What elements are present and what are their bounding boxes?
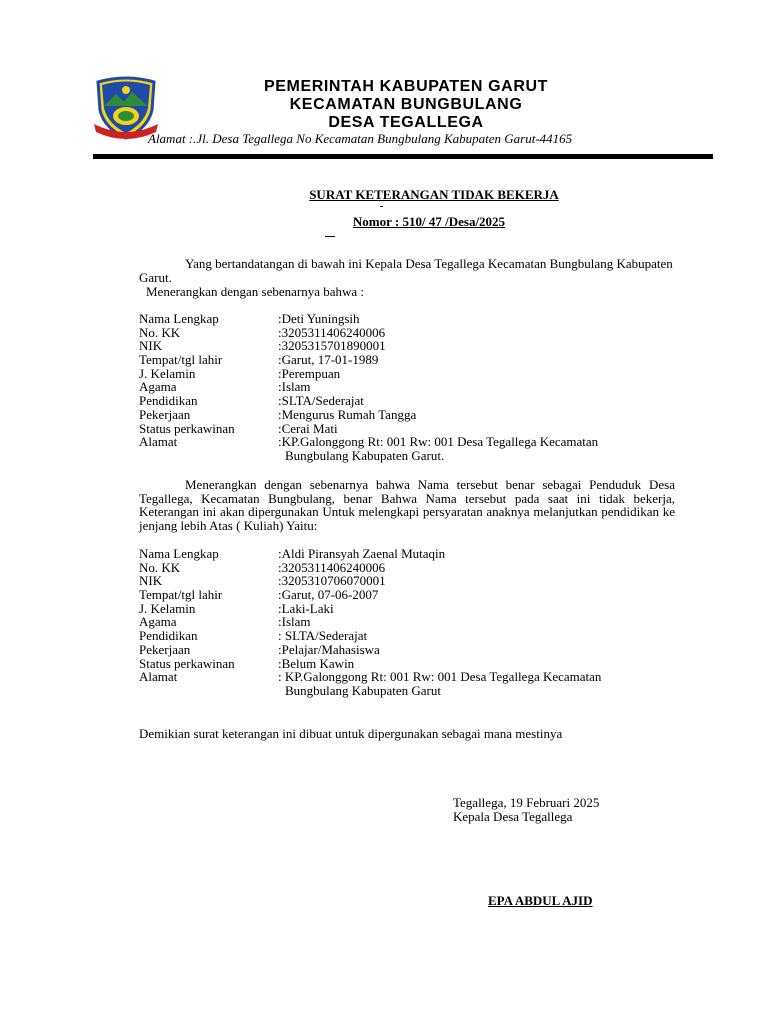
letterhead-line-3: DESA TEGALLEGA	[328, 114, 484, 131]
detail-label: Tempat/tgl lahir	[139, 352, 223, 368]
detail-value: :Aldi Piransyah Zaenal Mutaqin	[278, 546, 446, 561]
intro-statement: Menerangkan dengan sebenarnya bahwa :	[146, 284, 365, 299]
stray-underline	[325, 236, 335, 237]
detail-value: : SLTA/Sederajat	[278, 628, 368, 644]
detail-label: Alamat	[139, 434, 178, 450]
body-paragraph: Menerangkan dengan sebenarnya bahwa Nama tersebut benar sebagai Penduduk Desa Tegallega, Kecamatan Bungbulang, benar Bahwa Nama tersebut pada saat ini tidak bekerja, Keterangan ini akan dipergunakan Untuk melengkapi persyaratan anaknya melanjutkan pendidikan ke jenjang lebih Atas ( Kuliah) Yaitu:	[139, 477, 675, 534]
signatory-name: EPA ABDUL AJID	[488, 893, 593, 908]
detail-value: :SLTA/Sederajat	[278, 393, 364, 409]
detail-value-continued: Bungbulang Kabupaten Garut	[285, 682, 441, 698]
detail-label: J. Kelamin	[139, 365, 196, 381]
letterhead-line-1: PEMERINTAH KABUPATEN GARUT	[263, 78, 549, 95]
detail-value: :Perempuan	[278, 365, 341, 381]
detail-label: Agama	[139, 614, 177, 630]
detail-label: Pekerjaan	[139, 406, 191, 422]
letterhead-line-2: KECAMATAN BUNGBULANG	[289, 96, 523, 113]
detail-label: Alamat	[139, 669, 178, 685]
detail-value: :Garut, 17-01-1989	[278, 352, 379, 368]
intro-paragraph: Yang bertandatangan di bawah ini Kepala Desa Tegallega Kecamatan Bungbulang Kabupaten Garut.	[139, 256, 673, 285]
detail-label: Nama Lengkap	[139, 546, 219, 561]
detail-label: Tempat/tgl lahir	[139, 587, 223, 603]
detail-value: :3205315701890001	[278, 338, 386, 354]
detail-value: :Garut, 07-06-2007	[278, 587, 379, 603]
detail-label: J. Kelamin	[139, 600, 196, 616]
signature-place-date: Tegallega, 19 Februari 2025	[453, 795, 600, 810]
detail-value: :3205311406240006	[278, 324, 386, 340]
detail-value-continued: Bungbulang Kabupaten Garut.	[285, 447, 445, 463]
detail-label: Pendidikan	[139, 393, 198, 409]
detail-label: Status perkawinan	[139, 655, 235, 671]
detail-value: :Mengurus Rumah Tangga	[278, 406, 417, 422]
detail-value: :Pelajar/Mahasiswa	[278, 641, 380, 657]
letter-title: SURAT KETERANGAN TIDAK BEKERJA	[309, 187, 559, 202]
detail-value: :Deti Yuningsih	[278, 311, 360, 326]
detail-value: :3205310706070001	[278, 573, 386, 589]
signature-position: Kepala Desa Tegallega	[453, 809, 573, 824]
detail-value: :Islam	[278, 614, 311, 630]
detail-label: NIK	[139, 338, 163, 354]
letterhead-title	[170, 78, 642, 132]
letterhead-divider	[93, 154, 713, 159]
detail-value: : KP.Galonggong Rt: 001 Rw: 001 Desa Tegallega Kecamatan	[278, 669, 602, 685]
detail-label: Nama Lengkap	[139, 311, 219, 326]
letter-number: Nomor : 510/ 47 /Desa/2025	[352, 214, 506, 229]
detail-label: Status perkawinan	[139, 420, 235, 436]
detail-value: :Cerai Mati	[278, 420, 338, 436]
letterhead-address: Alamat :.Jl. Desa Tegallega No Kecamatan Bungbulang Kabupaten Garut-44165	[148, 131, 573, 146]
detail-label: No. KK	[139, 324, 181, 340]
detail-label: NIK	[139, 573, 163, 589]
detail-label: No. KK	[139, 559, 181, 575]
detail-value: :Islam	[278, 379, 311, 395]
detail-label: Pendidikan	[139, 628, 198, 644]
detail-label: Agama	[139, 379, 177, 395]
detail-value: :KP.Galonggong Rt: 001 Rw: 001 Desa Tegallega Kecamatan	[278, 434, 599, 450]
detail-value: :3205311406240006	[278, 559, 386, 575]
stray-mark	[380, 206, 383, 207]
closing-paragraph: Demikian surat keterangan ini dibuat untuk dipergunakan sebagai mana mestinya	[139, 726, 563, 741]
detail-value: :Laki-Laki	[278, 600, 334, 616]
detail-label: Pekerjaan	[139, 641, 191, 657]
detail-value: :Belum Kawin	[278, 655, 355, 671]
